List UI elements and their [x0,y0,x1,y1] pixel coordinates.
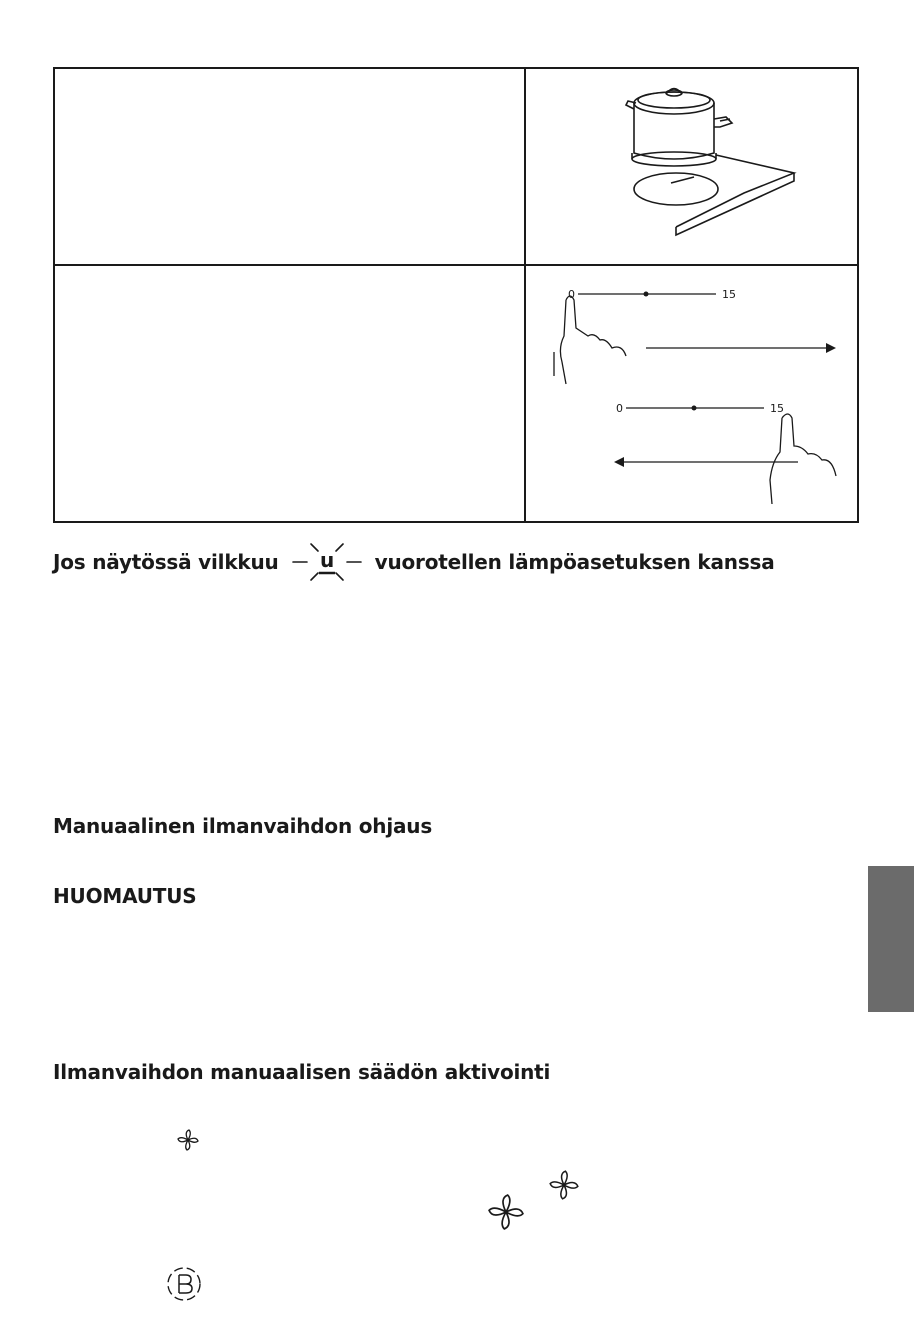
step-row-pot [55,69,857,266]
slider-mid-dot-top [644,292,649,297]
finger-slide-illustration [526,266,859,521]
boost-b-icon [163,1263,205,1305]
pot-on-hob-illustration [526,69,859,264]
step-row-slider [55,266,857,521]
slider-bottom-start-label: 0 [616,402,623,415]
pot-illustration-cell [526,69,857,264]
slider-top-end-label: 15 [722,288,736,301]
heading-note: HUOMAUTUS [53,884,197,908]
heading-blink-before: Jos näytössä vilkkuu [53,550,279,574]
swipe-right-arrowhead [826,343,836,353]
slider-top-start-label: 0 [568,288,575,301]
heading-activation: Ilmanvaihdon manuaalisen säädön aktivointi [53,1060,551,1084]
slider-illustration-cell [526,266,857,521]
fan-icon [175,1127,201,1153]
heading-blinking-display [53,540,775,584]
display-segment-u: u [319,548,334,572]
steps-table [53,67,859,523]
slider-bottom-end-label: 15 [770,402,784,415]
swipe-left-arrowhead [614,457,624,467]
fan-icon-medium [546,1167,582,1203]
step-text-cell [55,69,526,264]
step-text-cell [55,266,526,521]
heading-blink-after: vuorotellen lämpöasetuksen kanssa [374,550,775,574]
fan-icon-large [484,1190,528,1234]
section-side-tab [868,866,914,1012]
slider-mid-dot-bottom [692,406,697,411]
heading-manual-ventilation: Manuaalinen ilmanvaihdon ohjaus [53,814,433,838]
blinking-display-icon [287,540,367,584]
